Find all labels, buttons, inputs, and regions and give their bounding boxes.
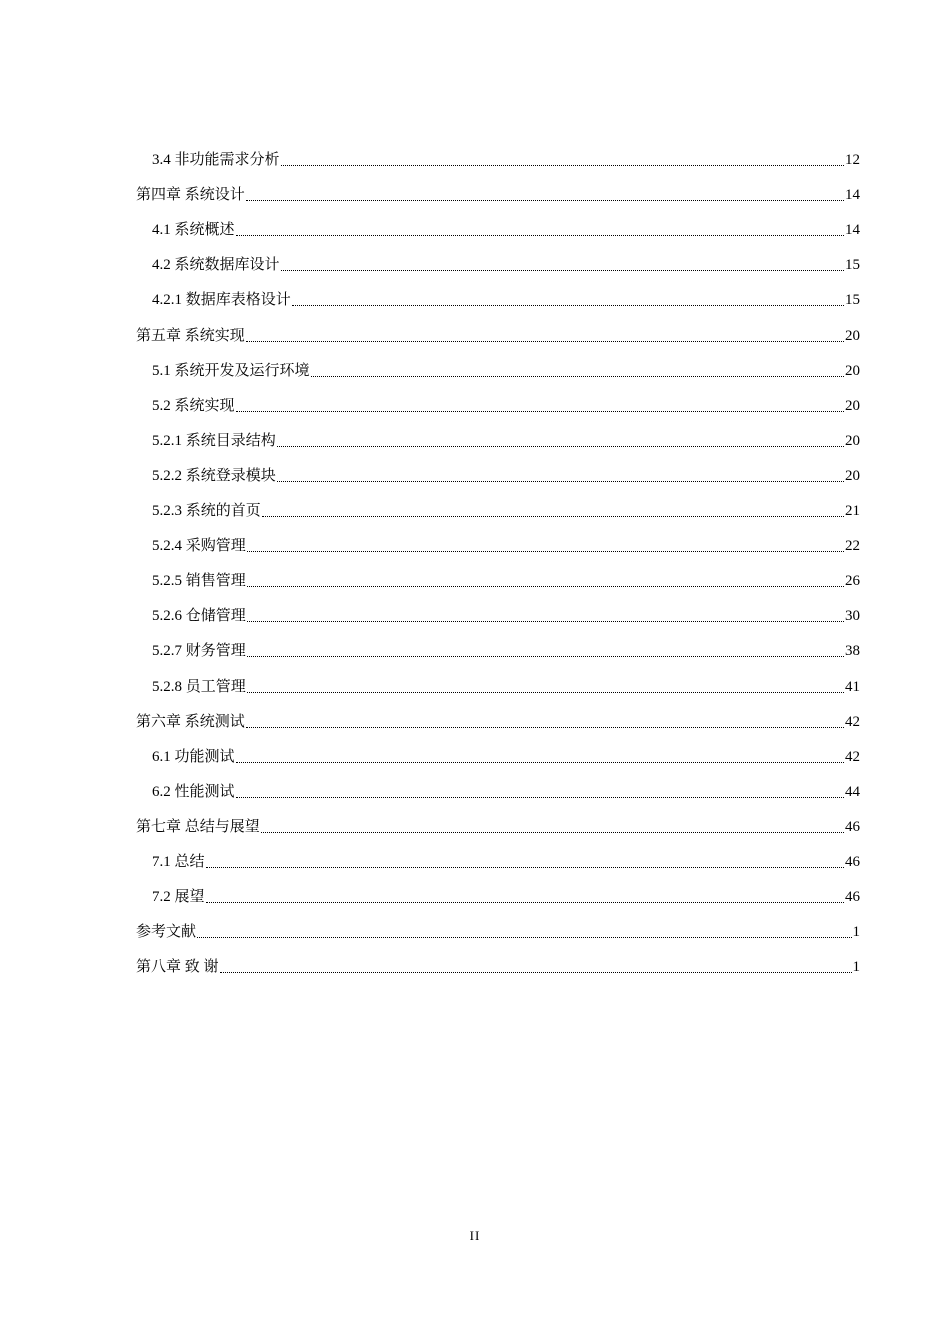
toc-entry[interactable]: [136, 874, 860, 909]
toc-entry-page: 42: [845, 713, 860, 730]
toc-entry-label: 5.2.6 仓储管理: [152, 608, 246, 625]
toc-entry-label: 第八章 致 谢: [136, 959, 219, 976]
toc-entry-page: 15: [845, 292, 860, 309]
toc-entry-label: 7.1 总结: [152, 853, 205, 870]
toc-entry[interactable]: [136, 207, 860, 242]
toc-entry-page: 44: [845, 783, 860, 800]
toc-entry-label: 5.2 系统实现: [152, 397, 235, 414]
toc-entry-label: 第六章 系统测试: [136, 713, 245, 730]
toc-entry[interactable]: [136, 277, 860, 312]
toc-entry-label: 5.2.1 系统目录结构: [152, 432, 276, 449]
toc-entry-page: 15: [845, 257, 860, 274]
toc-entry[interactable]: [136, 348, 860, 383]
toc-entry[interactable]: [136, 242, 860, 277]
toc-entry[interactable]: [136, 663, 860, 698]
toc-leader-dots: [236, 235, 844, 236]
toc-entry-page: 46: [845, 818, 860, 835]
toc-leader-dots: [236, 797, 844, 798]
toc-entry-label: 4.2 系统数据库设计: [152, 257, 280, 274]
toc-leader-dots: [247, 656, 844, 657]
toc-leader-dots: [247, 551, 844, 552]
toc-entry-label: 5.2.3 系统的首页: [152, 503, 261, 520]
toc-entry-page: 21: [845, 503, 860, 520]
toc-leader-dots: [281, 270, 844, 271]
toc-entry-label: 6.1 功能测试: [152, 748, 235, 765]
toc-entry[interactable]: [136, 383, 860, 418]
toc-leader-dots: [247, 692, 844, 693]
toc-entry-label: 5.2.2 系统登录模块: [152, 467, 276, 484]
toc-entry-label: 7.2 展望: [152, 889, 205, 906]
toc-entry[interactable]: [136, 769, 860, 804]
toc-entry[interactable]: [136, 418, 860, 453]
toc-entry-page: 22: [845, 538, 860, 555]
table-of-contents: [136, 137, 860, 979]
toc-entry[interactable]: [136, 172, 860, 207]
toc-entry-label: 4.1 系统概述: [152, 222, 235, 239]
toc-entry[interactable]: [136, 523, 860, 558]
toc-leader-dots: [247, 621, 844, 622]
toc-entry-label: 5.2.8 员工管理: [152, 678, 246, 695]
toc-leader-dots: [261, 832, 844, 833]
toc-entry-page: 14: [845, 222, 860, 239]
toc-leader-dots: [206, 902, 844, 903]
toc-entry[interactable]: [136, 488, 860, 523]
toc-leader-dots: [236, 411, 844, 412]
toc-entry-page: 30: [845, 608, 860, 625]
toc-leader-dots: [236, 762, 844, 763]
page-number: II: [469, 1228, 481, 1243]
toc-entry-label: 4.2.1 数据库表格设计: [152, 292, 291, 309]
toc-entry-label: 第五章 系统实现: [136, 327, 245, 344]
toc-entry-page: 41: [845, 678, 860, 695]
toc-entry-page: 20: [845, 327, 860, 344]
toc-entry-page: 1: [852, 959, 860, 976]
toc-entry[interactable]: [136, 453, 860, 488]
toc-entry-label: 5.1 系统开发及运行环境: [152, 362, 310, 379]
toc-entry[interactable]: [136, 839, 860, 874]
toc-leader-dots: [281, 165, 844, 166]
toc-entry-page: 20: [845, 467, 860, 484]
toc-leader-dots: [292, 305, 844, 306]
toc-leader-dots: [197, 937, 851, 938]
toc-entry-page: 20: [845, 362, 860, 379]
toc-leader-dots: [247, 586, 844, 587]
toc-entry-label: 6.2 性能测试: [152, 783, 235, 800]
toc-leader-dots: [246, 200, 844, 201]
toc-leader-dots: [277, 481, 844, 482]
toc-entry-page: 12: [845, 152, 860, 169]
toc-entry-page: 20: [845, 397, 860, 414]
toc-entry-label: 第四章 系统设计: [136, 187, 245, 204]
toc-entry-label: 5.2.5 销售管理: [152, 573, 246, 590]
toc-entry-label: 3.4 非功能需求分析: [152, 152, 280, 169]
toc-leader-dots: [277, 446, 844, 447]
toc-entry[interactable]: [136, 944, 860, 979]
toc-entry-label: 第七章 总结与展望: [136, 818, 260, 835]
toc-entry[interactable]: [136, 734, 860, 769]
toc-entry-page: 1: [852, 924, 860, 941]
toc-entry[interactable]: [136, 699, 860, 734]
toc-entry-page: 46: [845, 889, 860, 906]
toc-leader-dots: [246, 727, 844, 728]
toc-entry[interactable]: [136, 593, 860, 628]
toc-entry-page: 20: [845, 432, 860, 449]
toc-entry-page: 38: [845, 643, 860, 660]
toc-entry-label: 5.2.4 采购管理: [152, 538, 246, 555]
toc-leader-dots: [262, 516, 844, 517]
toc-entry-page: 14: [845, 187, 860, 204]
toc-entry[interactable]: [136, 558, 860, 593]
toc-entry-label: 5.2.7 财务管理: [152, 643, 246, 660]
toc-entry[interactable]: [136, 137, 860, 172]
toc-entry-page: 46: [845, 853, 860, 870]
toc-entry[interactable]: [136, 909, 860, 944]
toc-leader-dots: [220, 972, 852, 973]
toc-leader-dots: [206, 867, 844, 868]
toc-entry-label: 参考文献: [136, 924, 197, 941]
toc-entry-page: 26: [845, 573, 860, 590]
toc-leader-dots: [246, 341, 844, 342]
toc-entry[interactable]: [136, 804, 860, 839]
toc-entry-page: 42: [845, 748, 860, 765]
toc-entry[interactable]: [136, 628, 860, 663]
toc-entry[interactable]: [136, 312, 860, 347]
toc-leader-dots: [311, 376, 844, 377]
